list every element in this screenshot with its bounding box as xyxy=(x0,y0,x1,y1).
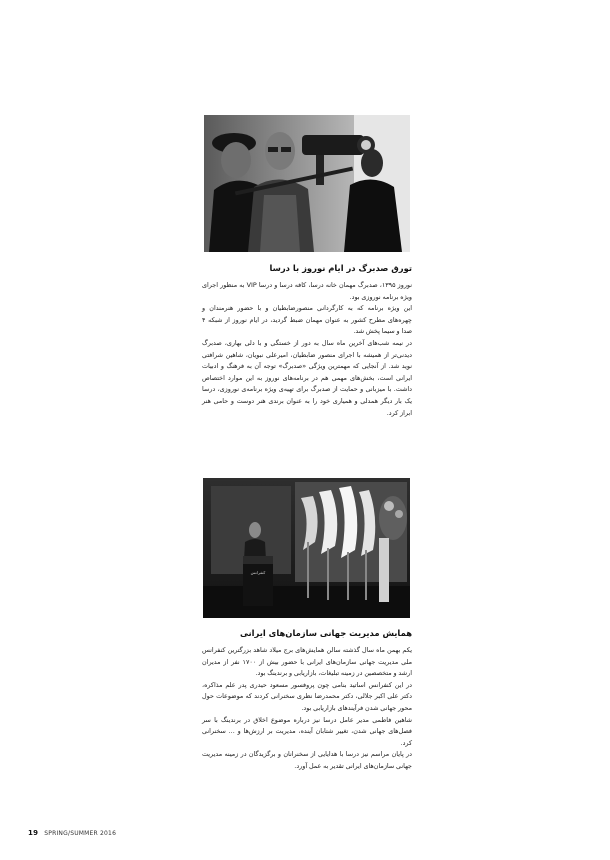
article-paragraph: یکم بهمن ماه سال گذشته سالن همایش‌های برج میلاد شاهد بزرگترین کنفرانس ملی مدیریت جهانی سازمان‌های ایرانی با حضور بیش از ۱۷۰۰ نفر از مدیران ارشد و متخصصین در زمینه تبلیغات، بازاریابی و برندینگ بود. xyxy=(202,646,412,678)
article-paragraph: شاهین فاطمی مدیر عامل درسا نیز درباره موضوع اخلاق در برندینگ با سر فصل‌های جهانی شدن، تغییر شتابان آینده، مدیریت بر ارزش‌ها و ... سخنرانی کرد. xyxy=(202,715,412,747)
conference-stage-photo xyxy=(203,478,410,618)
article-paragraph: در نیمه شب‌های آخرین ماه سال به دور از خستگی و با دلی بهاری، صدبرگ دیدنی‌تر از همیشه با اجرای منصور ضابطیان، امیرعلی نبویان، شاهین شرافتی نوید شد. از آنجایی که مهمترین ویژگی «صدبرگ» توجه آن به فرهنگ و ادبیات ایرانی است، بخش‌های مهمی هم در برنامه‌های نوروز به این موارد اختصاص داشت. با میزبانی و حمایت از صدبرگ برای تهیه‌ی ویژه برنامه‌ی نوروزی، درسا یک بار دیگر همدلی و همیاری خود را به عنوان برندی هنر دوست و حامی هنر ابراز کرد. xyxy=(202,338,412,417)
film-crew-photo xyxy=(204,115,410,252)
issue-label: SPRING/SUMMER 2016 xyxy=(44,830,117,837)
article-headline: تورق صدبرگ در ایام نوروز با درسا xyxy=(269,263,412,273)
article-paragraph: در این کنفرانس اساتید بنامی چون پروفسور مسعود حیدری پدر علم مذاکره، دکتر علی اکبر جلالی، دکتر محمدرضا نظری سخنرانی کردند که موضوعات حول محور جهانی شدن فرآیندهای بازاریابی بود. xyxy=(202,680,412,712)
article-nowruz xyxy=(202,262,412,419)
article-conference xyxy=(202,627,412,773)
page-number: 19 xyxy=(28,829,39,837)
film-crew-illustration xyxy=(204,115,410,252)
page-footer xyxy=(28,829,116,837)
article-paragraph: در پایان مراسم نیز درسا با هدایایی از سخنرانان و برگزیدگان در زمینه مدیریت جهانی سازمان‌های ایرانی تقدیر به عمل آورد. xyxy=(202,750,412,770)
article-paragraph: این ویژه برنامه که به کارگردانی منصورضابطیان و با حضور هنرمندان و چهره‌های مطرح کشور به عنوان مهمان ضبط گردید، در ایام نوروز از شبکه ۴ صدا و سیما پخش شد. xyxy=(202,304,412,336)
podium-label: کنفرانس xyxy=(250,570,266,575)
conference-stage-illustration xyxy=(203,478,410,618)
article-headline: همایش مدیریت جهانی سازمان‌های ایرانی xyxy=(240,628,412,638)
article-paragraph: نوروز ۱۳۹۵، صدبرگ مهمان خانه درسا، کافه درسا و درسا VIP به منظور اجرای ویژه برنامه نوروزی بود. xyxy=(202,281,413,301)
